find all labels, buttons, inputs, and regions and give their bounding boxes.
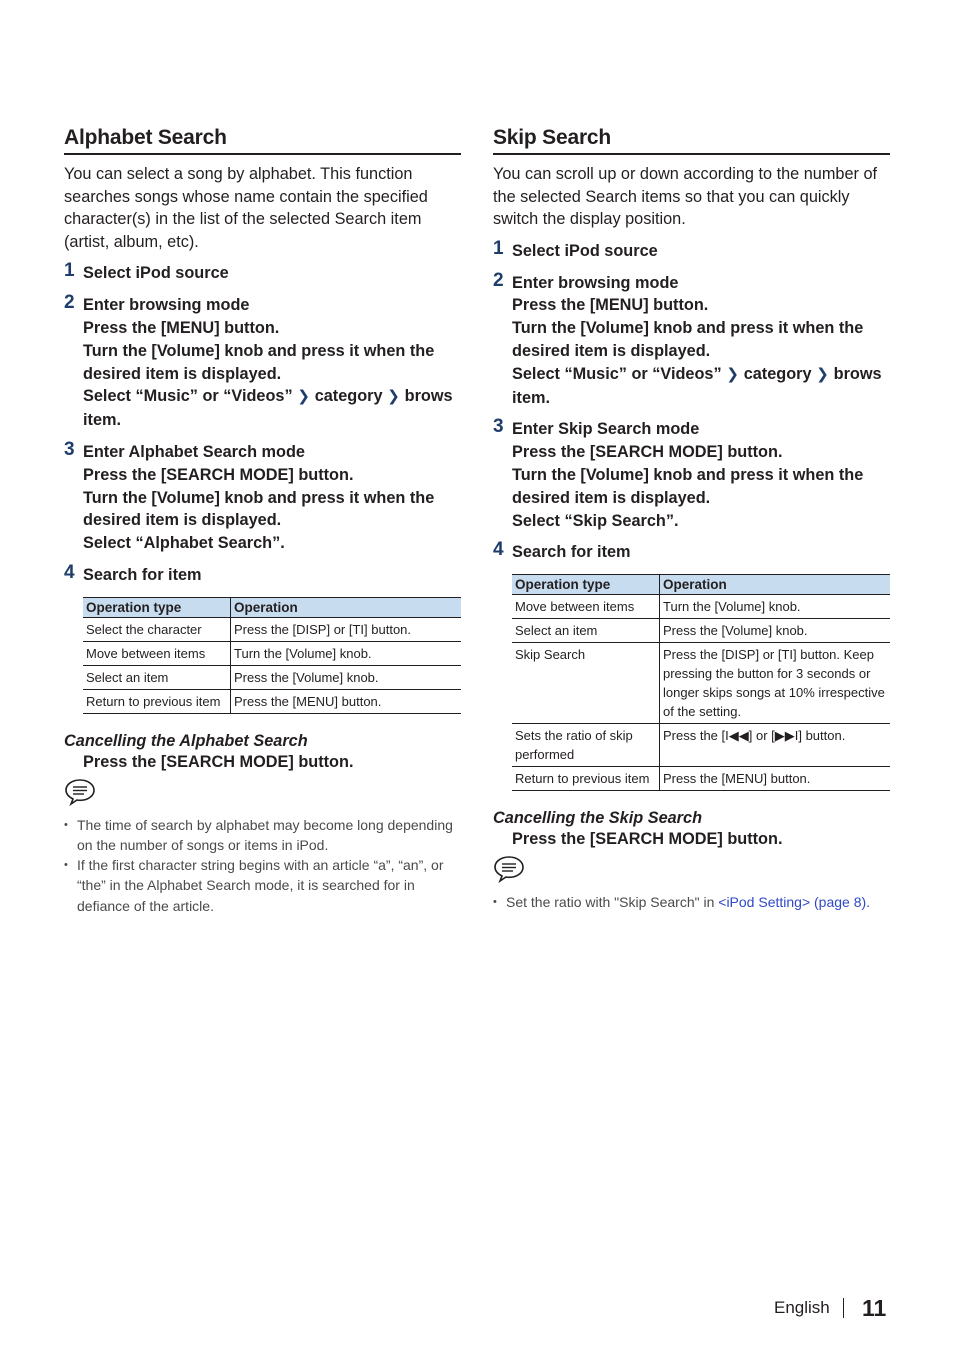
step-text: brows bbox=[833, 364, 882, 383]
column-header: Operation bbox=[231, 597, 462, 617]
step-text: Select “Alphabet Search”. bbox=[83, 534, 285, 553]
step-heading: Select iPod source bbox=[83, 264, 229, 283]
intro-text: You can scroll up or down according to the number of the selected Search items so that you can quickly switch the display position. bbox=[493, 165, 878, 229]
intro-text: You can select a song by alphabet. This function searches songs whose name contain the specified character(s) in the list of the selected Search item (artist, album, etc). bbox=[64, 165, 428, 251]
step-number: 2 bbox=[64, 292, 75, 314]
step-heading: Enter browsing mode bbox=[512, 273, 679, 292]
table-header-row bbox=[83, 597, 461, 617]
step-2 bbox=[64, 294, 461, 432]
operation-table bbox=[83, 597, 461, 714]
step-text: Select “Music” or “Videos” bbox=[512, 364, 722, 383]
table-cell: Sets the ratio of skip performed bbox=[512, 724, 660, 767]
step-text: Turn the [Volume] knob and press it when the desired item is displayed. bbox=[512, 465, 864, 507]
footer-divider bbox=[843, 1298, 844, 1318]
table-cell: Return to previous item bbox=[512, 767, 660, 791]
step-heading: Select iPod source bbox=[512, 241, 658, 260]
note-item bbox=[493, 892, 890, 912]
table-row bbox=[83, 665, 461, 689]
skip-search-section bbox=[493, 126, 890, 912]
step-number: 4 bbox=[64, 561, 75, 583]
step-number: 2 bbox=[493, 269, 504, 291]
step-text: item. bbox=[83, 411, 122, 430]
cancel-instruction: Press the [SEARCH MODE] button. bbox=[83, 752, 354, 771]
table-row bbox=[512, 724, 890, 767]
section-title: Skip Search bbox=[493, 126, 890, 155]
step-select-line bbox=[83, 385, 461, 409]
chevron-right-icon: ❯ bbox=[387, 388, 400, 406]
step-text: Press the [MENU] button. bbox=[83, 318, 280, 337]
step-2 bbox=[493, 269, 890, 410]
chevron-right-icon: ❯ bbox=[726, 365, 739, 383]
step-text: Press the [SEARCH MODE] button. bbox=[83, 465, 354, 484]
step-number: 4 bbox=[493, 539, 504, 561]
table-cell: Return to previous item bbox=[83, 689, 231, 713]
step-heading: Search for item bbox=[512, 543, 631, 562]
table-cell: Turn the [Volume] knob. bbox=[660, 595, 891, 619]
step-number: 1 bbox=[493, 237, 504, 259]
step-heading: Enter browsing mode bbox=[83, 296, 250, 315]
notes-list bbox=[64, 815, 461, 916]
step-text: Turn the [Volume] knob and press it when the desired item is displayed. bbox=[83, 488, 435, 530]
table-cell: Move between items bbox=[512, 595, 660, 619]
table-row bbox=[512, 767, 890, 791]
table-cell: Move between items bbox=[83, 641, 231, 665]
step-3 bbox=[64, 438, 461, 555]
step-text: category bbox=[743, 364, 812, 383]
step-heading: Search for item bbox=[83, 565, 202, 584]
note-icon bbox=[493, 855, 525, 883]
table-row bbox=[512, 595, 890, 619]
page-reference-link[interactable]: <iPod Setting> (page 8) bbox=[718, 894, 867, 911]
chevron-right-icon: ❯ bbox=[297, 388, 310, 406]
table-cell: Press the [DISP] or [TI] button. bbox=[231, 617, 462, 641]
step-text: Select “Music” or “Videos” bbox=[83, 387, 293, 406]
table-cell: Turn the [Volume] knob. bbox=[231, 641, 462, 665]
step-text: category bbox=[314, 387, 383, 406]
step-text: brows bbox=[404, 387, 453, 406]
step-select-line bbox=[512, 363, 890, 387]
cancel-instruction: Press the [SEARCH MODE] button. bbox=[512, 830, 783, 849]
table-cell: Press the [MENU] button. bbox=[660, 767, 891, 791]
step-number: 3 bbox=[64, 438, 75, 460]
step-text: Turn the [Volume] knob and press it when the desired item is displayed. bbox=[83, 341, 435, 383]
step-4 bbox=[493, 541, 890, 564]
note-text: Set the ratio with "Skip Search" in bbox=[506, 894, 719, 911]
table-cell: Select an item bbox=[83, 665, 231, 689]
section-title: Alphabet Search bbox=[64, 126, 461, 155]
table-cell: Select the character bbox=[83, 617, 231, 641]
table-row bbox=[512, 643, 890, 724]
step-text: Turn the [Volume] knob and press it when the desired item is displayed. bbox=[512, 319, 864, 360]
note-icon bbox=[64, 778, 96, 806]
step-4 bbox=[64, 561, 461, 587]
table-cell: Press the [I◀◀] or [▶▶I] button. bbox=[660, 724, 891, 767]
table-cell: Press the [Volume] knob. bbox=[660, 619, 891, 643]
step-1 bbox=[493, 237, 890, 263]
step-heading: Enter Skip Search mode bbox=[512, 420, 700, 439]
table-row bbox=[83, 617, 461, 641]
cancel-heading: Cancelling the Alphabet Search bbox=[64, 731, 308, 750]
operation-table bbox=[512, 574, 890, 791]
step-text: Press the [MENU] button. bbox=[512, 296, 709, 315]
notes-list bbox=[493, 892, 890, 912]
step-text: item. bbox=[512, 388, 551, 407]
column-header: Operation type bbox=[83, 597, 231, 617]
step-number: 3 bbox=[493, 416, 504, 438]
step-number: 1 bbox=[64, 260, 75, 282]
column-header: Operation type bbox=[512, 575, 660, 595]
table-row bbox=[512, 619, 890, 643]
step-text: Select “Skip Search”. bbox=[512, 511, 679, 530]
page-number: 11 bbox=[862, 1295, 887, 1321]
table-row bbox=[83, 641, 461, 665]
step-1 bbox=[64, 262, 461, 285]
step-3 bbox=[493, 418, 890, 532]
step-heading: Enter Alphabet Search mode bbox=[83, 442, 305, 461]
table-row bbox=[83, 689, 461, 713]
table-cell: Skip Search bbox=[512, 643, 660, 724]
column-header: Operation bbox=[660, 575, 891, 595]
note-item: • The time of search by alphabet may become long depending on the number of songs or items in iPod. bbox=[64, 815, 461, 855]
table-cell: Press the [MENU] button. bbox=[231, 689, 462, 713]
step-text: Press the [SEARCH MODE] button. bbox=[512, 443, 783, 462]
chevron-right-icon: ❯ bbox=[816, 365, 829, 383]
footer-language: English bbox=[774, 1298, 830, 1317]
alphabet-search-section bbox=[64, 126, 461, 916]
cancel-heading: Cancelling the Skip Search bbox=[493, 809, 703, 828]
note-text: . bbox=[866, 894, 871, 911]
table-cell: Press the [Volume] knob. bbox=[231, 665, 462, 689]
table-cell: Press the [DISP] or [TI] button. Keep pressing the button for 3 seconds or longer skips songs at 10% irrespective of the setting. bbox=[660, 643, 891, 724]
note-item: • If the first character string begins with an article “a”, “an”, or “the” in the Alphabet Search mode, it is searched for in defiance of the article. bbox=[64, 855, 461, 916]
table-header-row bbox=[512, 575, 890, 595]
table-cell: Select an item bbox=[512, 619, 660, 643]
